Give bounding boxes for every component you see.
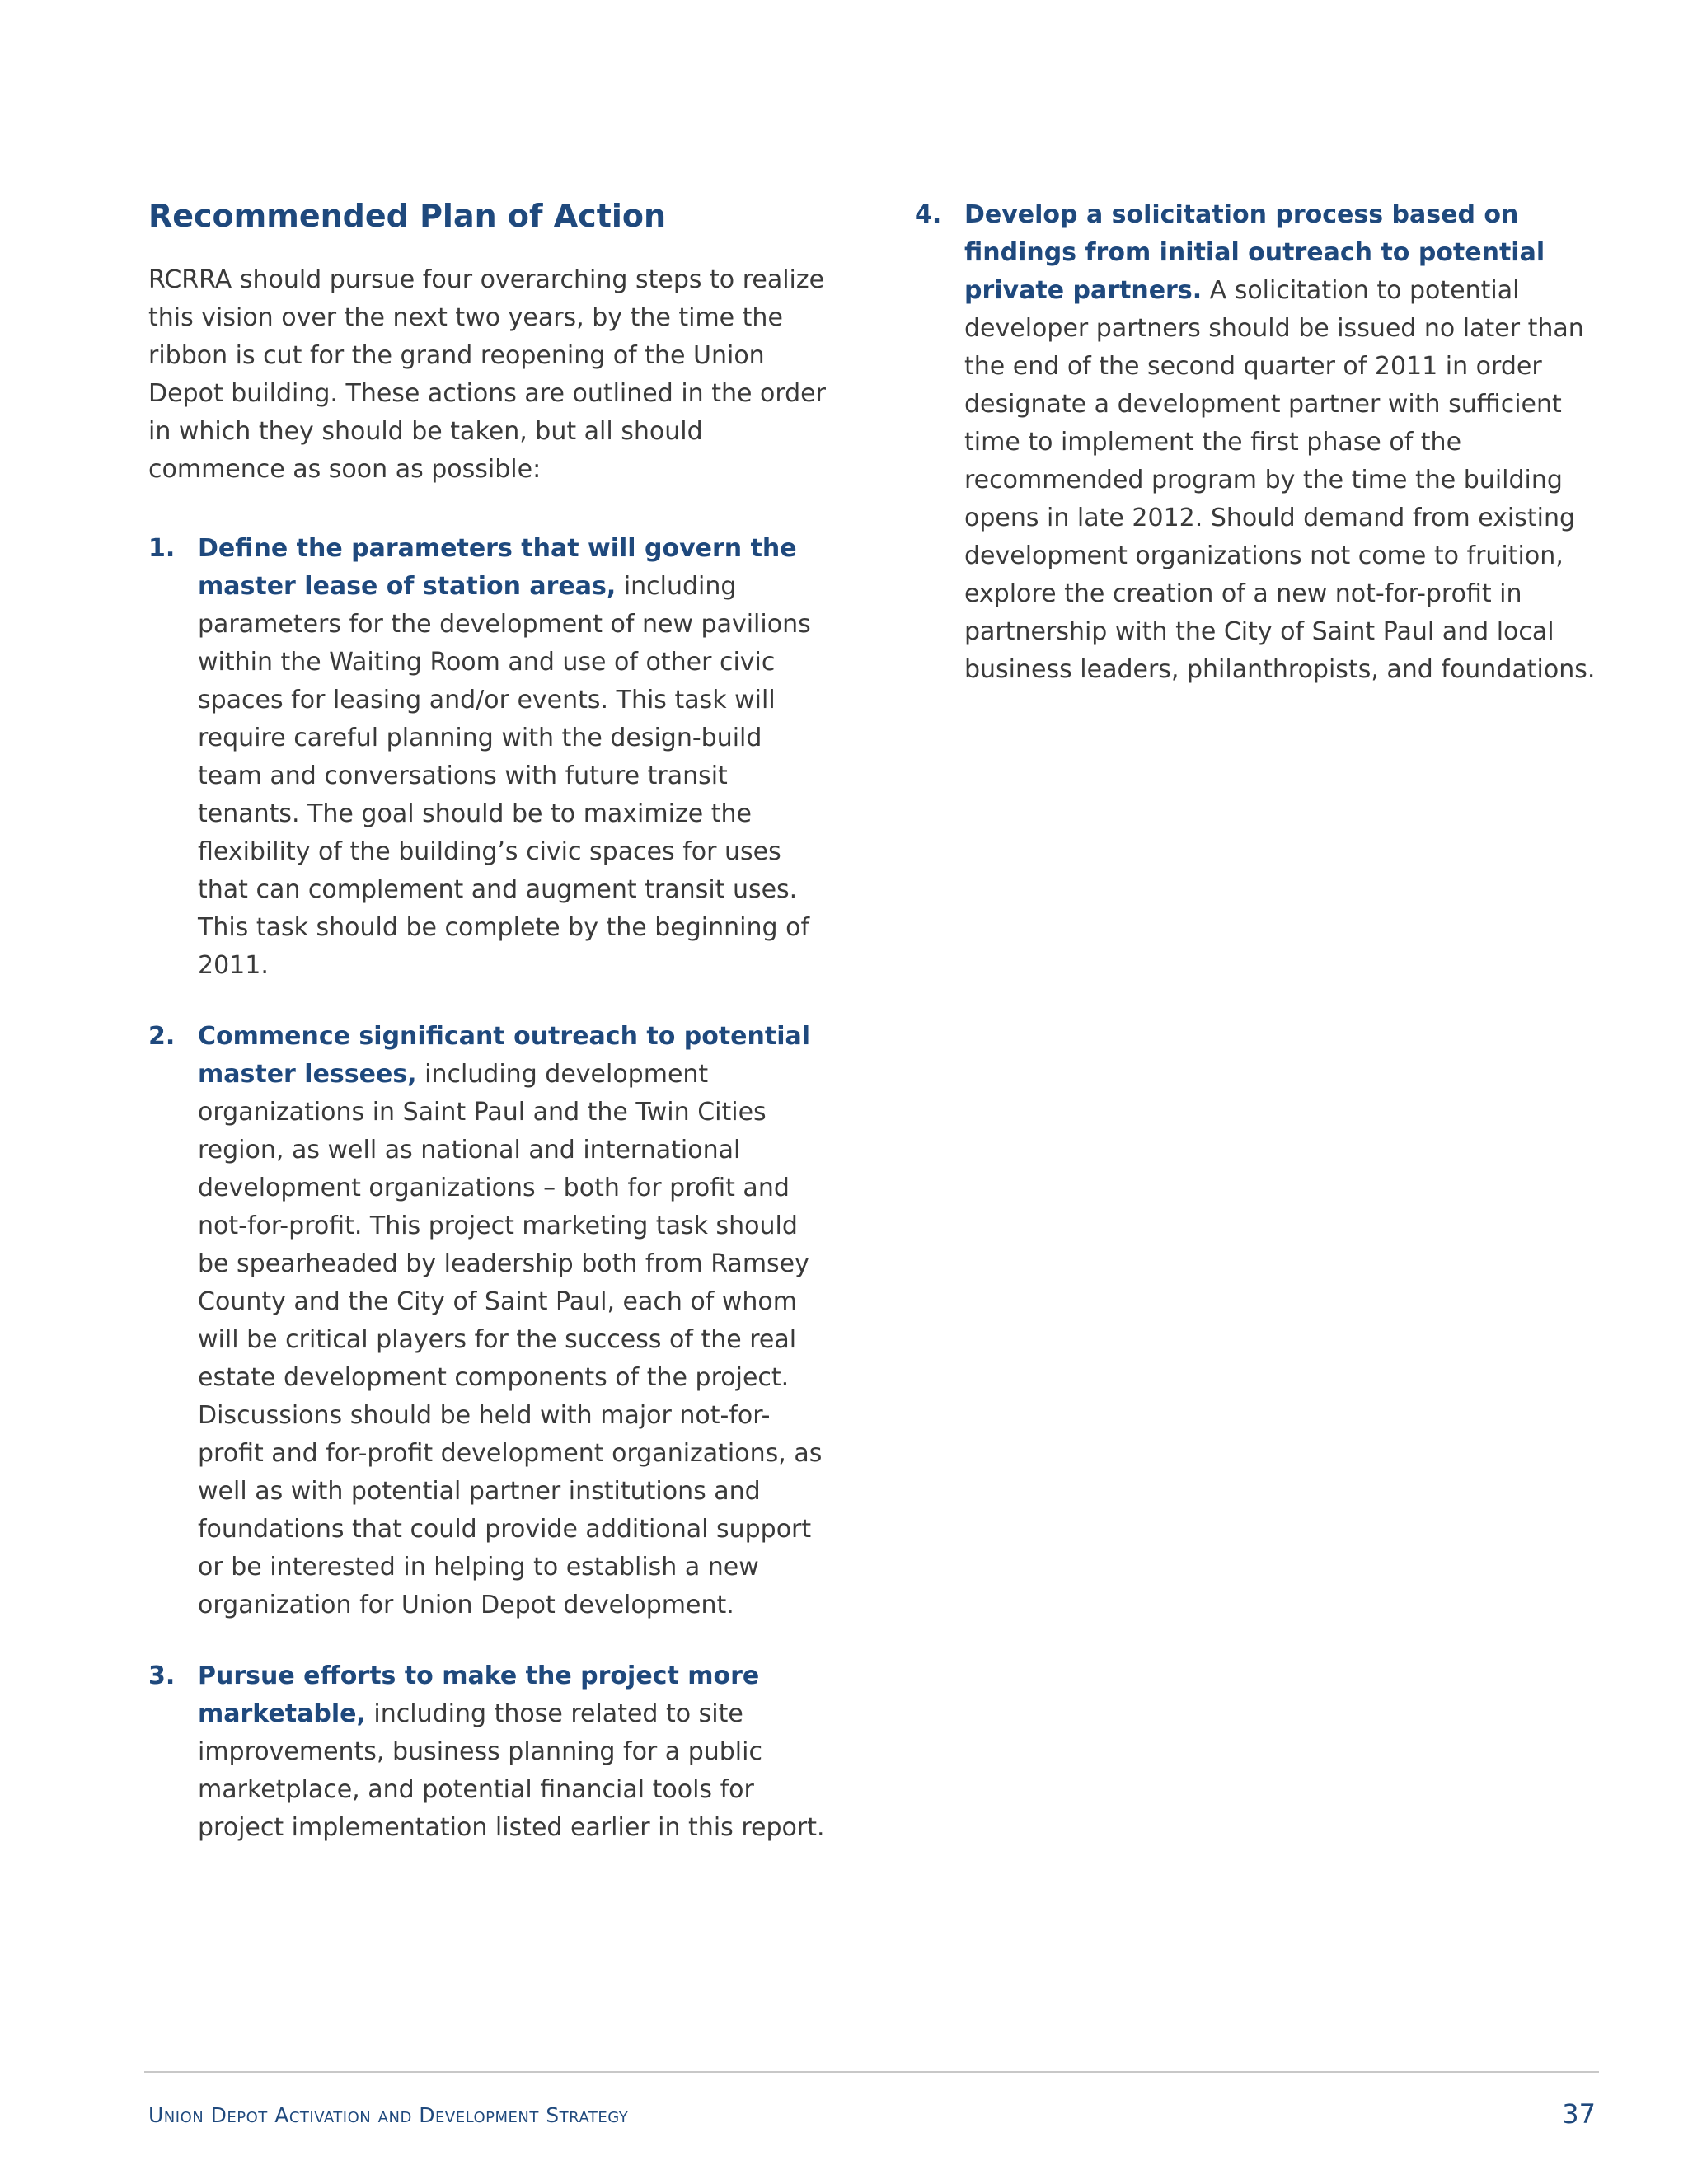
list-item-4 [915,196,1599,689]
list-item-body: A solicitation to potential developer partners should be issued no later than the end of the second quarter of 2011 in order designate a development partner with sufficient time to implement the first phase of the recommended program by the time the building opens in late 2012. Should demand from existing development organizations not come to fruition, explore the creation of a new not-for-profit in partnership with the City of Saint Paul and local business leaders, philanthropists, and foundations. [964,276,1596,684]
footer-divider [144,2071,1599,2073]
footer-title: Union Depot Activation and Development Strategy [148,2103,629,2127]
list-item-lead: Pursue efforts to make the project more marketable, [198,1661,760,1729]
list-item-2 [148,1018,832,1624]
right-column [915,196,1599,722]
list-item-1 [148,530,832,985]
list-item-lead: Commence significant outreach to potential master lessees, [198,1022,811,1090]
page-number: 37 [1562,2098,1596,2130]
section-heading: Recommended Plan of Action [148,198,667,234]
list-item-body: including those related to site improvements, business planning for a public marketplace, and potential financial tools for project implementation listed earlier in this report. [198,1699,825,1843]
intro-paragraph: RCRRA should pursue four overarching steps to realize this vision over the next two years, by the time the ribbon is cut for the grand reopening of the Union Depot building. These actions are outlined in the order in which they should be taken, but all should commence as soon as possible: [148,265,826,485]
list-item-lead: Define the parameters that will govern the master lease of station areas, [198,534,797,602]
left-column [148,196,832,1880]
list-item-body: including development organizations in Saint Paul and the Twin Cities region, as well as national and international development organizations – both for profit and not-for-profit. This project marketing task should be spearheaded by leadership both from Ramsey County and the City of Saint Paul, each of whom will be critical players for the success of the real estate development components of the project. Discussions should be held with major not-for-profit and for-profit development organizations, as well as with potential partner institutions and foundations that could provide additional support or be interested in helping to establish a new organization for Union Depot development. [198,1060,823,1620]
list-item-number: 3. [148,1661,176,1691]
list-item-lead: Develop a solicitation process based on findings from initial outreach to potential private partners. [964,200,1545,305]
list-item-3 [148,1657,832,1847]
list-item-body: including parameters for the development of new pavilions within the Waiting Room and use of other civic spaces for leasing and/or events. This task will require careful planning with the design-build team and conversations with future transit tenants. The goal should be to maximize the flexibility of the building’s civic spaces for uses that can complement and augment transit uses. This task should be complete by the beginning of 2011. [198,572,811,981]
list-item-number: 1. [148,534,176,564]
list-item-number: 2. [148,1022,176,1052]
list-item-number: 4. [915,200,942,229]
